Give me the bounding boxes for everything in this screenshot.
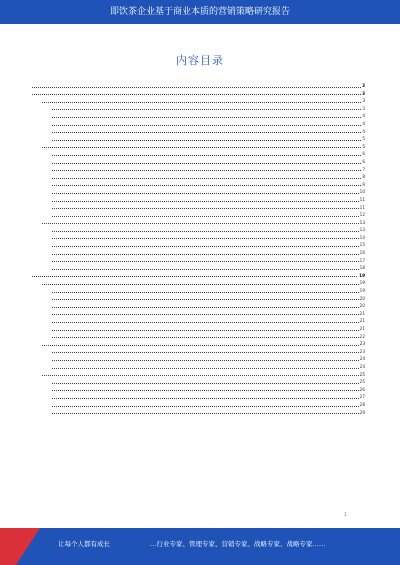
toc-leader-dots — [50, 216, 365, 217]
toc-entry[interactable] — [30, 302, 365, 310]
toc-entry-text — [50, 334, 51, 339]
toc-entry[interactable] — [30, 196, 365, 204]
toc-entry[interactable] — [30, 234, 365, 242]
toc-entry[interactable] — [30, 105, 365, 113]
toc-entry-page: 13 — [359, 227, 365, 233]
toc-leader-dots — [50, 231, 365, 232]
toc-entry-text — [50, 387, 51, 392]
toc-entry[interactable] — [30, 340, 365, 348]
footer-tagline: …行业专家、管理专家、营销专家、战略专家、战略专家…… — [150, 540, 326, 548]
toc-leader-dots — [50, 352, 365, 353]
toc-entry[interactable] — [30, 378, 365, 386]
toc-entry-text — [50, 174, 51, 179]
toc-entry-text — [30, 273, 31, 278]
toc-entry-text — [50, 121, 51, 126]
toc-leader-dots — [50, 125, 365, 126]
toc-entry[interactable] — [30, 158, 365, 166]
toc-entry-page: 21 — [359, 310, 365, 316]
toc-entry-page: 3 — [362, 83, 365, 88]
toc-leader-dots — [50, 330, 365, 331]
toc-leader-dots — [50, 269, 365, 270]
toc-leader-dots — [40, 102, 365, 103]
footer-slogan: 让每个人都有成长 — [58, 540, 110, 548]
toc-entry[interactable] — [30, 112, 365, 120]
toc-entry-text — [50, 303, 51, 308]
toc-entry[interactable] — [30, 401, 365, 409]
toc-entry-text — [40, 280, 41, 285]
toc-entry[interactable] — [30, 386, 365, 394]
toc-leader-dots — [50, 337, 365, 338]
toc-entry-page: 16 — [359, 250, 365, 256]
toc-entry-text — [40, 144, 41, 149]
toc-entry-page: 4 — [362, 120, 365, 126]
toc-entry[interactable] — [30, 128, 365, 136]
toc-entry-text — [50, 205, 51, 210]
toc-entry-text — [50, 182, 51, 187]
toc-entry-text — [50, 311, 51, 316]
toc-entry-text — [50, 265, 51, 270]
toc-entry-text — [50, 318, 51, 323]
toc-leader-dots — [40, 375, 365, 376]
toc-entry[interactable] — [30, 241, 365, 249]
toc-entry-page: 21 — [359, 326, 365, 331]
toc-entry[interactable] — [30, 295, 365, 303]
toc-entry-text — [40, 341, 41, 346]
toc-entry-page: 3 — [362, 90, 365, 96]
toc-leader-dots — [50, 132, 365, 133]
toc-leader-dots — [40, 223, 365, 224]
toc-entry-page: 12 — [359, 212, 365, 218]
toc-entry[interactable] — [30, 355, 365, 363]
toc-entry[interactable] — [30, 371, 365, 379]
toc-entry-page: 25 — [359, 371, 365, 377]
toc-leader-dots — [50, 299, 365, 300]
toc-entry[interactable] — [30, 279, 365, 287]
toc-entry-page: 19 — [359, 272, 365, 278]
toc-entry-page: 15 — [359, 242, 365, 248]
toc-entry[interactable] — [30, 226, 365, 234]
toc-leader-dots — [40, 284, 365, 285]
toc-entry[interactable] — [30, 264, 365, 272]
toc-entry-text — [50, 151, 51, 156]
toc-entry-text — [50, 349, 51, 354]
toc-leader-dots — [50, 261, 365, 262]
toc-entry[interactable] — [30, 211, 365, 219]
toc-leader-dots — [50, 109, 365, 110]
toc-entry-page: 10 — [359, 189, 365, 195]
toc-entry-page: 24 — [359, 363, 365, 369]
toc-entry-page: 29 — [359, 409, 365, 415]
toc-entry-page: 19 — [359, 280, 365, 286]
toc-entry-text — [50, 250, 51, 255]
toc-leader-dots — [50, 413, 365, 414]
toc-entry-page: 4 — [362, 128, 365, 134]
toc-leader-dots — [50, 193, 365, 194]
toc-entry-page: 27 — [359, 394, 365, 400]
toc-entry-text — [50, 167, 51, 172]
toc-entry-text — [50, 288, 51, 293]
toc-entry-page: 17 — [359, 257, 365, 263]
toc-entry[interactable] — [30, 249, 365, 257]
toc-entry-page: 3 — [362, 98, 365, 104]
toc-entry-text — [50, 258, 51, 263]
toc-entry-text — [30, 83, 31, 88]
toc-leader-dots — [50, 208, 365, 209]
toc-title: 内容目录 — [176, 54, 224, 67]
toc-entry-page: 20 — [359, 295, 365, 301]
toc-leader-dots — [50, 170, 365, 171]
toc-entry-text — [50, 242, 51, 247]
toc-entry-page: 13 — [359, 219, 365, 225]
toc-entry-text — [50, 410, 51, 415]
toc-entry-text — [40, 372, 41, 377]
toc-leader-dots — [50, 314, 365, 315]
toc-entry-page: 11 — [359, 204, 365, 210]
toc-entry-text — [50, 129, 51, 134]
toc-entry-text — [50, 189, 51, 194]
toc-entry-page: 14 — [359, 234, 365, 240]
toc-entry-text — [50, 235, 51, 240]
toc-leader-dots — [50, 322, 365, 323]
toc-entry[interactable] — [30, 82, 365, 90]
toc-leader-dots — [50, 254, 365, 255]
toc-entry-text — [50, 136, 51, 141]
toc-leader-dots — [50, 390, 365, 391]
toc-entry-page: 6 — [362, 158, 365, 164]
toc-entry-text — [50, 227, 51, 232]
toc-leader-dots — [50, 307, 365, 308]
toc-leader-dots — [50, 246, 365, 247]
toc-entry-text — [50, 364, 51, 369]
toc-entry[interactable] — [30, 90, 365, 98]
toc-entry[interactable] — [30, 333, 365, 341]
toc-entry-text — [50, 197, 51, 202]
toc-entry[interactable] — [30, 135, 365, 143]
toc-leader-dots — [30, 276, 365, 277]
toc-entry[interactable] — [30, 287, 365, 295]
toc-entry-page: 7 — [362, 166, 365, 172]
toc-entry[interactable] — [30, 219, 365, 227]
toc-entry-page: 22 — [359, 333, 365, 339]
toc-leader-dots — [50, 201, 365, 202]
toc-entry[interactable] — [30, 317, 365, 325]
toc-entry[interactable] — [30, 166, 365, 174]
toc-entry[interactable] — [30, 173, 365, 181]
toc-entry-text — [50, 106, 51, 111]
toc-leader-dots — [40, 147, 365, 148]
toc-leader-dots — [50, 178, 365, 179]
toc-leader-dots — [30, 94, 365, 95]
toc-entry-text — [50, 402, 51, 407]
table-of-contents — [30, 82, 365, 416]
toc-entry-page: 6 — [362, 151, 365, 157]
page-number: 1 — [344, 512, 347, 517]
toc-entry-text — [50, 113, 51, 118]
toc-entry-page: 28 — [359, 401, 365, 407]
toc-entry-text — [50, 356, 51, 361]
toc-entry-page: 26 — [359, 386, 365, 392]
toc-entry[interactable] — [30, 272, 365, 280]
toc-entry-text — [40, 98, 41, 103]
toc-entry[interactable] — [30, 188, 365, 196]
toc-leader-dots — [50, 406, 365, 407]
toc-entry[interactable] — [30, 348, 365, 356]
toc-entry[interactable] — [30, 393, 365, 401]
toc-entry-page: 9 — [362, 181, 365, 187]
toc-leader-dots — [50, 163, 365, 164]
toc-leader-dots — [50, 383, 365, 384]
toc-entry[interactable] — [30, 181, 365, 189]
toc-entry[interactable] — [30, 363, 365, 371]
toc-entry-text — [50, 212, 51, 217]
toc-entry-text — [50, 326, 51, 331]
toc-leader-dots — [30, 87, 365, 88]
toc-entry-page: 25 — [359, 379, 365, 385]
toc-entry[interactable] — [30, 204, 365, 212]
toc-entry[interactable] — [30, 143, 365, 151]
toc-leader-dots — [50, 292, 365, 293]
toc-entry[interactable] — [30, 97, 365, 105]
toc-entry-page: 8 — [362, 174, 365, 180]
toc-entry[interactable] — [30, 150, 365, 158]
toc-entry-page: 20 — [359, 303, 365, 309]
toc-leader-dots — [50, 368, 365, 369]
toc-entry-page: 5 — [362, 136, 365, 142]
toc-entry-page: 23 — [359, 341, 365, 347]
toc-leader-dots — [50, 360, 365, 361]
toc-entry-text — [40, 220, 41, 225]
toc-entry-page: 4 — [362, 113, 365, 119]
toc-entry-page: 24 — [359, 356, 365, 362]
toc-entry-text — [30, 91, 31, 96]
toc-entry-page: 19 — [359, 288, 365, 294]
toc-entry[interactable] — [30, 257, 365, 265]
toc-leader-dots — [50, 238, 365, 239]
toc-leader-dots — [50, 185, 365, 186]
toc-entry-page: 18 — [359, 265, 365, 271]
toc-entry[interactable] — [30, 120, 365, 128]
toc-entry-page: 11 — [359, 196, 365, 202]
report-title: 即饮茶企业基于商业本质的营销策略研究报告 — [109, 7, 290, 17]
toc-entry[interactable] — [30, 310, 365, 318]
toc-leader-dots — [50, 117, 365, 118]
toc-entry-page: 23 — [359, 348, 365, 354]
toc-entry-text — [50, 394, 51, 399]
toc-leader-dots — [50, 140, 365, 141]
toc-entry-text — [50, 159, 51, 164]
toc-entry-text — [50, 379, 51, 384]
toc-entry-text — [50, 296, 51, 301]
toc-leader-dots — [50, 398, 365, 399]
toc-entry-page: 5 — [362, 143, 365, 149]
toc-entry[interactable] — [30, 325, 365, 333]
toc-leader-dots — [50, 155, 365, 156]
toc-leader-dots — [40, 345, 365, 346]
toc-entry-page: 3 — [362, 105, 365, 111]
toc-entry-page: 21 — [359, 318, 365, 324]
toc-entry[interactable] — [30, 409, 365, 417]
